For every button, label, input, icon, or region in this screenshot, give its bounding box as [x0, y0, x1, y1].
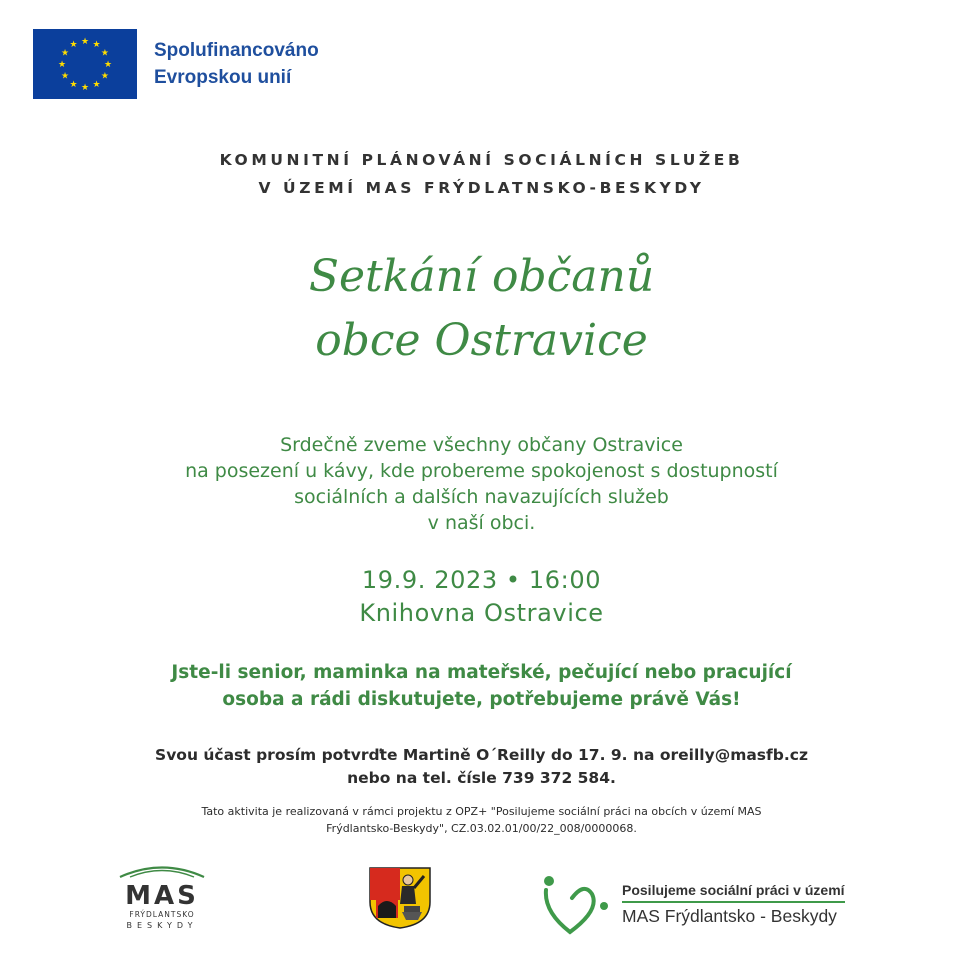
project-logo — [540, 872, 845, 936]
project-logo-line1: Posilujeme sociální práci v území — [622, 882, 845, 903]
eu-star-icon: ★ — [100, 48, 109, 59]
eu-star-icon: ★ — [69, 79, 78, 90]
intro-line1: Srdečně zveme všechny občany Ostravice — [280, 434, 683, 456]
fine-line1: Tato aktivita je realizovaná v rámci projektu z OPZ+ "Posilujeme sociální práci na obcích v území MAS — [201, 805, 762, 818]
intro-line3: sociálních a dalších navazujících služeb — [294, 486, 669, 508]
title-line2: obce Ostravice — [315, 315, 648, 366]
title-line1: Setkání občanů — [308, 251, 655, 302]
eu-flag-icon — [33, 29, 137, 99]
rsvp-text — [0, 744, 963, 790]
heading-line1: KOMUNITNÍ PLÁNOVÁNÍ SOCIÁLNÍCH SLUŽEB — [219, 151, 744, 169]
eu-star-icon: ★ — [69, 40, 78, 51]
appeal-line1: Jste-li senior, maminka na mateřské, pečující nebo pracující — [171, 662, 792, 683]
event-place: Knihovna Ostravice — [359, 599, 604, 627]
mas-logo-sub2: BESKYDY — [126, 921, 198, 930]
eu-star-icon: ★ — [80, 37, 90, 47]
eu-star-icon: ★ — [57, 60, 67, 70]
coat-of-arms-icon — [368, 866, 432, 934]
eu-text-line2: Evropskou unií — [154, 67, 292, 88]
audience-appeal — [0, 659, 963, 713]
eu-star-icon: ★ — [103, 60, 113, 70]
eu-star-icon: ★ — [92, 79, 101, 90]
eu-cofunding-logo — [33, 29, 319, 99]
confirm-line1: Svou účast prosím potvrďte Martině O´Reilly do 17. 9. na oreilly@masfb.cz — [155, 746, 808, 764]
eu-star-icon: ★ — [61, 48, 70, 59]
project-fine-print — [0, 803, 963, 837]
intro-line2: na posezení u kávy, kde probereme spokojenost s dostupností — [185, 460, 778, 482]
mas-logo-sub1: FRÝDLANTSKO — [129, 910, 195, 919]
confirm-line2: nebo na tel. čísle 739 372 584. — [347, 769, 616, 787]
appeal-line2: osoba a rádi diskutujete, potřebujeme právě Vás! — [222, 689, 741, 710]
event-title — [0, 245, 963, 373]
intro-line4: v naší obci. — [427, 512, 536, 534]
heading-line2: V ÚZEMÍ MAS FRÝDLATNSKO-BESKYDY — [258, 179, 705, 197]
eu-star-icon: ★ — [61, 71, 70, 82]
eu-star-icon: ★ — [80, 83, 90, 93]
eu-text-line1: Spolufinancováno — [154, 40, 319, 61]
fine-line2: Frýdlantsko-Beskydy", CZ.03.02.01/00/22_008/0000068. — [326, 822, 637, 835]
eu-star-icon: ★ — [92, 40, 101, 51]
eu-star-icon: ★ — [100, 71, 109, 82]
project-logo-line2: MAS Frýdlantsko - Beskydy — [622, 905, 837, 926]
event-datetime: 19.9. 2023 • 16:00 — [361, 566, 602, 594]
mountain-icon — [116, 862, 208, 878]
mas-logo-big: MAS — [125, 881, 199, 911]
mas-logo — [116, 862, 208, 931]
invitation-text — [0, 432, 963, 536]
event-details — [0, 564, 963, 630]
eu-cofunding-text — [154, 37, 319, 91]
page-heading — [0, 146, 963, 202]
heart-people-icon — [540, 872, 616, 936]
